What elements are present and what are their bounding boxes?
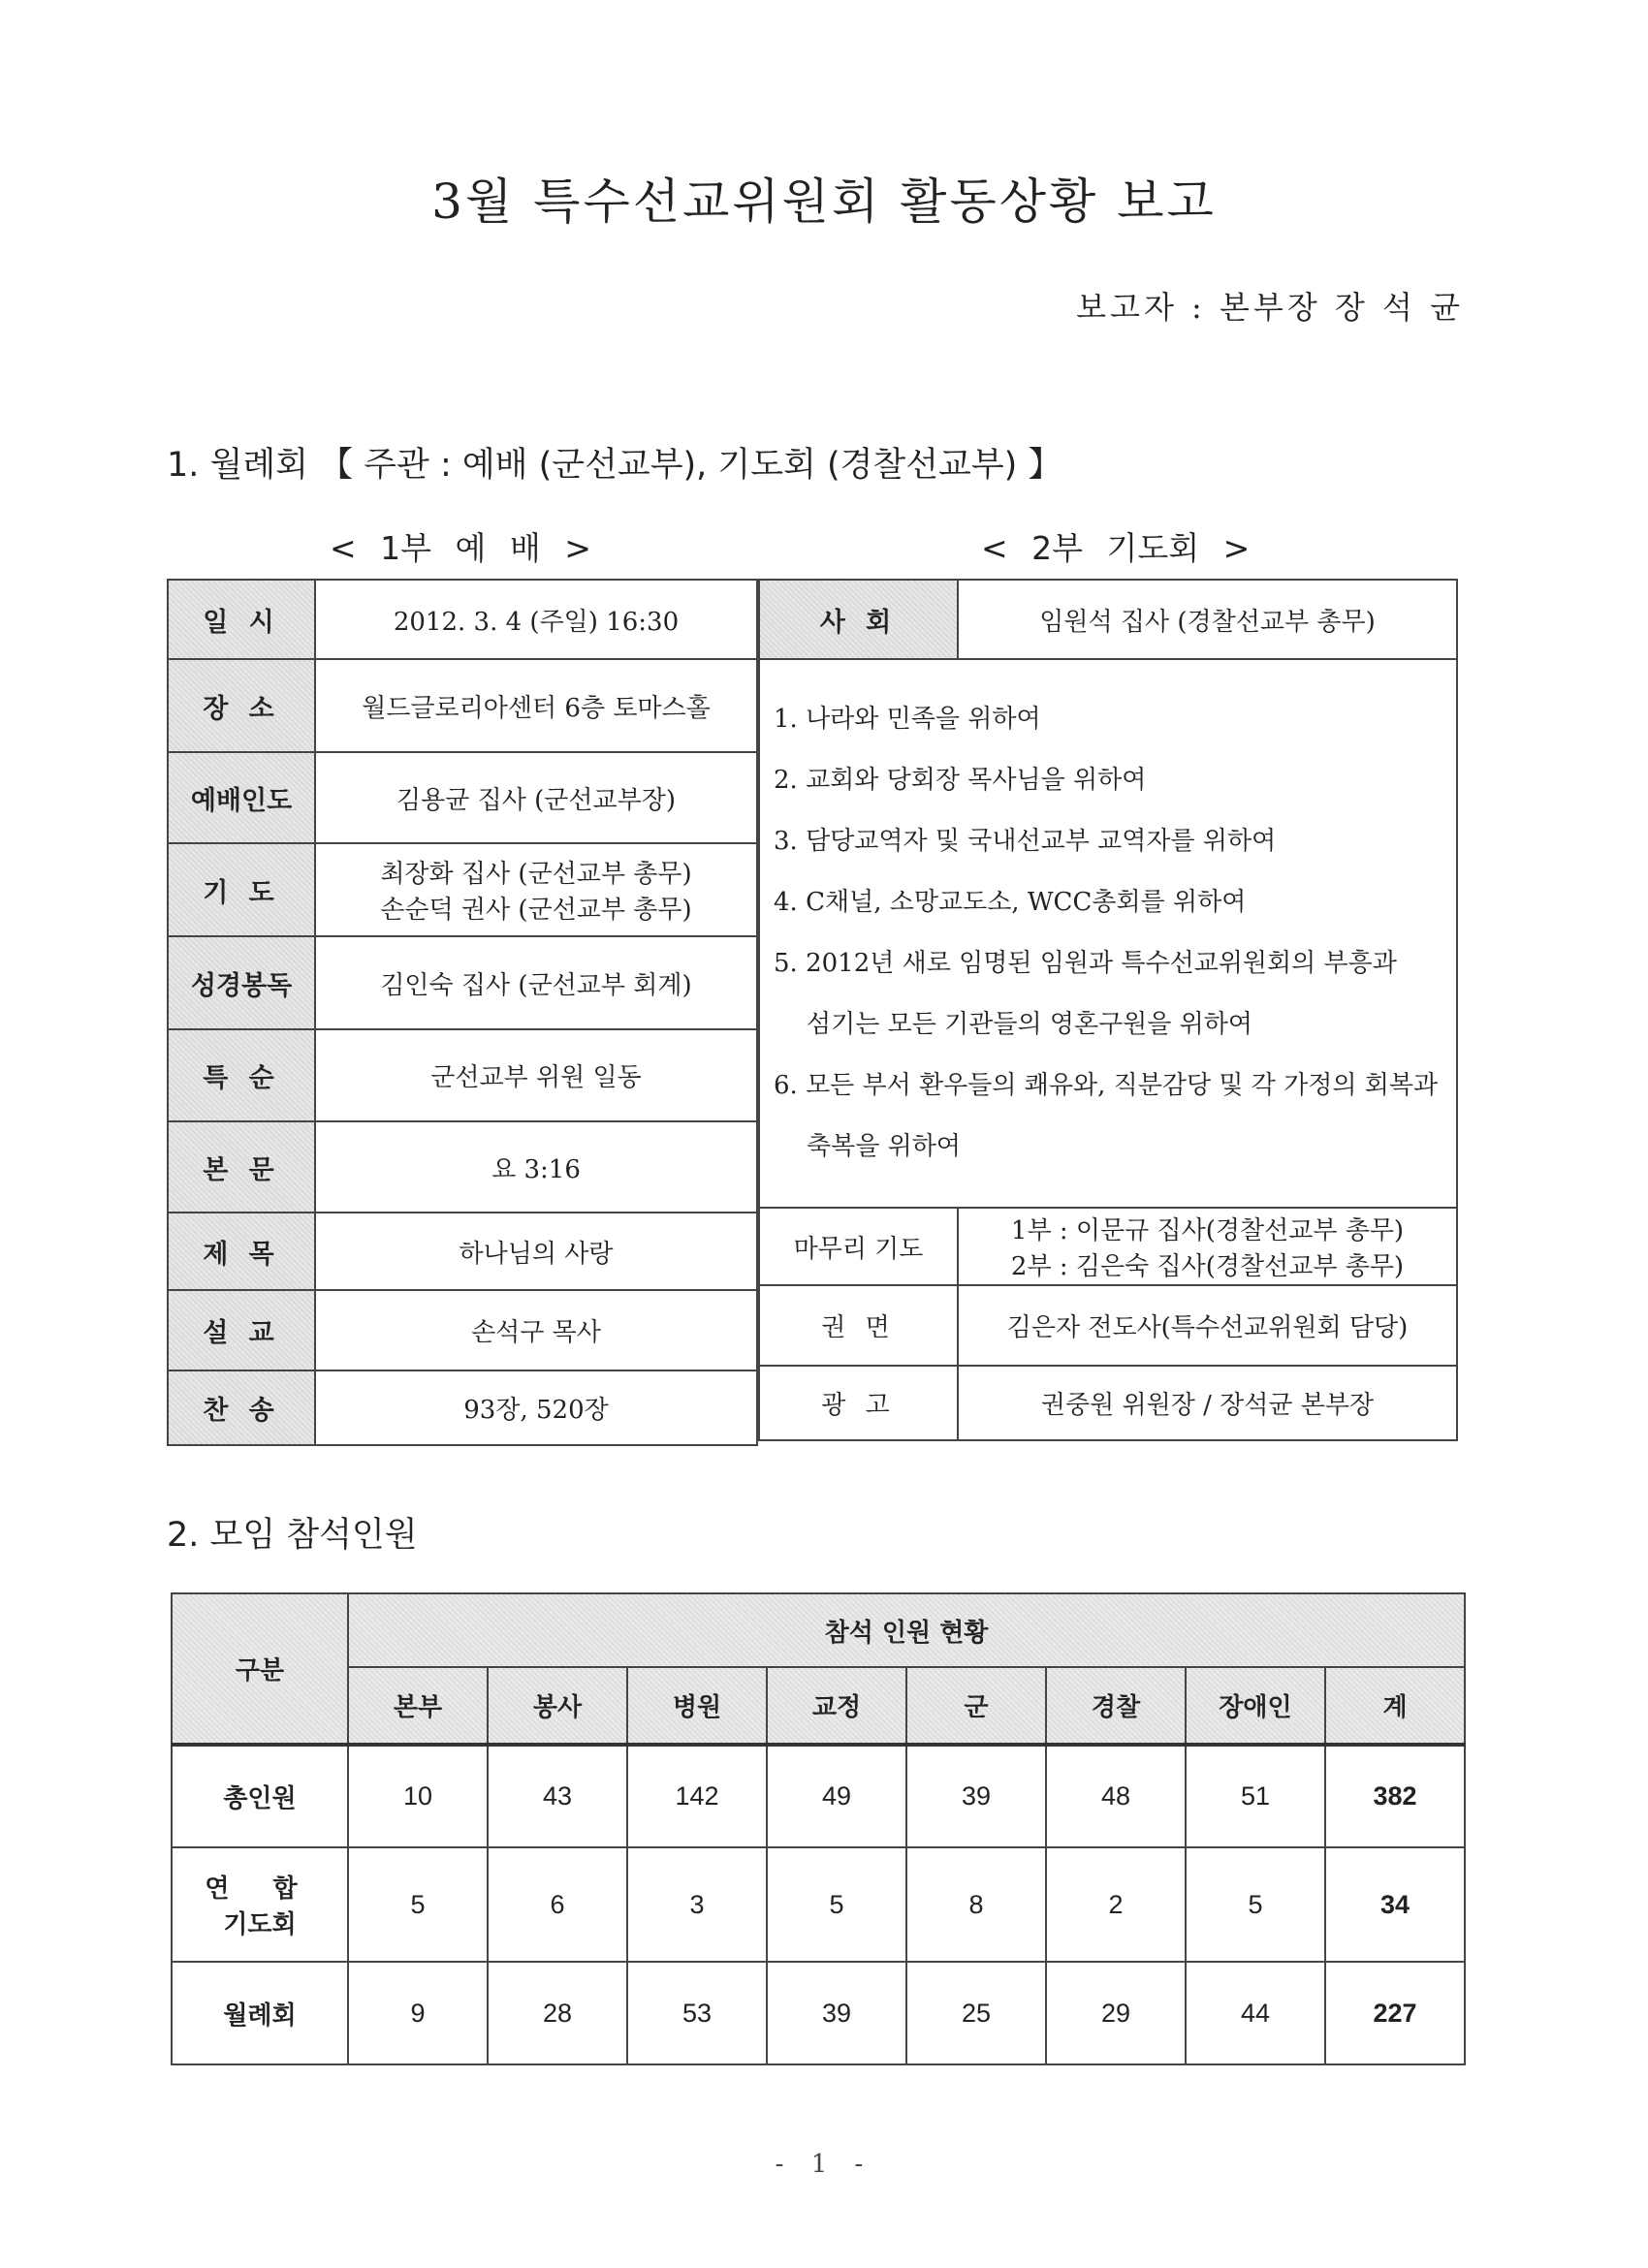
table-cell: 44	[1186, 1962, 1325, 2064]
host-value: 임원석 집사 (경찰선교부 총무)	[958, 580, 1457, 659]
exhort-value: 김은자 전도사(특수선교위원회 담당)	[958, 1285, 1457, 1366]
row-value: 하나님의 사랑	[315, 1213, 757, 1290]
prayer-topic: 1. 나라와 민족을 위하여	[774, 705, 1041, 734]
prayer-topic: 4. C채널, 소망교도소, WCC총회를 위하여	[774, 888, 1247, 917]
total-cell: 382	[1325, 1745, 1465, 1847]
column-header: 군	[906, 1667, 1046, 1745]
column-header: 장애인	[1186, 1667, 1325, 1745]
prayer-leader-2: 손순덕 권사 (군선교부 총무)	[380, 896, 692, 925]
table-row	[168, 752, 757, 843]
table-row	[759, 1285, 1457, 1366]
prayer-topic: 3. 담당교역자 및 국내선교부 교역자를 위하여	[774, 827, 1277, 856]
column-header: 병원	[627, 1667, 767, 1745]
row-value: 손석구 목사	[315, 1290, 757, 1370]
page-number: - 1 -	[775, 2150, 873, 2179]
row-label: 일 시	[168, 580, 315, 659]
table-cell: 39	[906, 1745, 1046, 1847]
row-label-line2: 기도회	[223, 1910, 297, 1939]
document-title: 3월 특수선교위원회 활동상황 보고	[431, 173, 1217, 230]
header-row	[172, 1593, 1465, 1667]
table-row	[168, 1290, 757, 1370]
table-row	[168, 843, 757, 936]
row-value: 월드글로리아센터 6층 토마스홀	[315, 659, 757, 752]
table-cell: 2	[1046, 1847, 1186, 1962]
table-cell: 39	[767, 1962, 906, 2064]
group-header: 참석 인원 현황	[348, 1593, 1465, 1667]
prayer-topics	[759, 659, 1457, 1208]
section2-heading: 2. 모임 참석인원	[167, 1516, 418, 1555]
table-cell: 29	[1046, 1962, 1186, 2064]
column-header: 계	[1325, 1667, 1465, 1745]
table-cell: 28	[488, 1962, 627, 2064]
table-row	[168, 659, 757, 752]
table-row	[172, 1745, 1465, 1847]
table-row	[759, 1366, 1457, 1440]
table-row	[759, 580, 1457, 659]
table-row	[168, 936, 757, 1029]
table-cell: 43	[488, 1745, 627, 1847]
row-value: 2012. 3. 4 (주일) 16:30	[315, 580, 757, 659]
prayer-topic: 2. 교회와 당회장 목사님을 위하여	[774, 766, 1147, 795]
part2-heading: < 2부 기도회 >	[981, 529, 1251, 567]
exhort-label: 권 면	[759, 1285, 958, 1366]
part1-heading: < 1부 예 배 >	[330, 529, 591, 567]
table-row	[168, 580, 757, 659]
row-label: 본 문	[168, 1121, 315, 1213]
table-cell: 9	[348, 1962, 488, 2064]
row-value: 요 3:16	[315, 1121, 757, 1213]
row-label: 장 소	[168, 659, 315, 752]
part2-prayer-table	[758, 579, 1458, 1441]
table-cell: 6	[488, 1847, 627, 1962]
table-cell: 5	[348, 1847, 488, 1962]
closing-value	[958, 1208, 1457, 1285]
row-label: 예배인도	[168, 752, 315, 843]
closing-label: 마무리 기도	[759, 1208, 958, 1285]
section1-heading: 1. 월례회 【 주관 : 예배 (군선교부), 기도회 (경찰선교부) 】	[167, 446, 1062, 485]
prayer-topic: 축복을 위하여	[807, 1132, 961, 1161]
table-cell: 10	[348, 1745, 488, 1847]
prayer-topic: 5. 2012년 새로 임명된 임원과 특수선교위원회의 부흥과	[774, 949, 1397, 978]
table-cell: 3	[627, 1847, 767, 1962]
table-cell: 5	[1186, 1847, 1325, 1962]
row-value: 군선교부 위원 일동	[315, 1029, 757, 1121]
row-label: 성경봉독	[168, 936, 315, 1029]
prayer-topic: 섬기는 모든 기관들의 영혼구원을 위하여	[807, 1010, 1253, 1039]
row-label: 총인원	[172, 1745, 348, 1847]
column-header: 교정	[767, 1667, 906, 1745]
table-row	[172, 1962, 1465, 2064]
row-label: 설 교	[168, 1290, 315, 1370]
total-cell: 227	[1325, 1962, 1465, 2064]
table-row	[172, 1847, 1465, 1962]
reporter-line: 보고자 : 본부장 장 석 균	[1076, 289, 1464, 326]
closing-prayer-2: 2부 : 김은숙 집사(경찰선교부 총무)	[1010, 1252, 1405, 1281]
table-row	[759, 659, 1457, 1208]
table-cell: 25	[906, 1962, 1046, 2064]
row-label: 월례회	[172, 1962, 348, 2064]
table-row	[168, 1213, 757, 1290]
host-label: 사 회	[759, 580, 958, 659]
column-header: 경찰	[1046, 1667, 1186, 1745]
table-row	[168, 1029, 757, 1121]
column-header: 본부	[348, 1667, 488, 1745]
prayer-topic: 6. 모든 부서 환우들의 쾌유와, 직분감당 및 각 가정의 회복과	[774, 1071, 1439, 1100]
total-cell: 34	[1325, 1847, 1465, 1962]
row-label: 제 목	[168, 1213, 315, 1290]
part1-service-table	[167, 579, 758, 1446]
table-cell: 53	[627, 1962, 767, 2064]
notice-value: 권중원 위원장 / 장석균 본부장	[958, 1366, 1457, 1440]
table-cell: 49	[767, 1745, 906, 1847]
prayer-leader-1: 최장화 집사 (군선교부 총무)	[380, 860, 692, 889]
row-label-line1: 연 합	[205, 1874, 315, 1904]
column-header: 봉사	[488, 1667, 627, 1745]
table-cell: 8	[906, 1847, 1046, 1962]
table-cell: 48	[1046, 1745, 1186, 1847]
column-header-row	[172, 1667, 1465, 1745]
table-row	[168, 1121, 757, 1213]
row-value	[315, 843, 757, 936]
corner-header: 구분	[172, 1593, 348, 1745]
row-label	[172, 1847, 348, 1962]
row-value: 김인숙 집사 (군선교부 회계)	[315, 936, 757, 1029]
row-label: 기 도	[168, 843, 315, 936]
notice-label: 광 고	[759, 1366, 958, 1440]
row-label: 찬 송	[168, 1370, 315, 1445]
row-value: 93장, 520장	[315, 1370, 757, 1445]
table-cell: 5	[767, 1847, 906, 1962]
row-label: 특 순	[168, 1029, 315, 1121]
closing-prayer-1: 1부 : 이문규 집사(경찰선교부 총무)	[1010, 1216, 1405, 1245]
attendance-table	[171, 1592, 1466, 2065]
row-value: 김용균 집사 (군선교부장)	[315, 752, 757, 843]
table-cell: 142	[627, 1745, 767, 1847]
table-row	[168, 1370, 757, 1445]
table-cell: 51	[1186, 1745, 1325, 1847]
table-row	[759, 1208, 1457, 1285]
